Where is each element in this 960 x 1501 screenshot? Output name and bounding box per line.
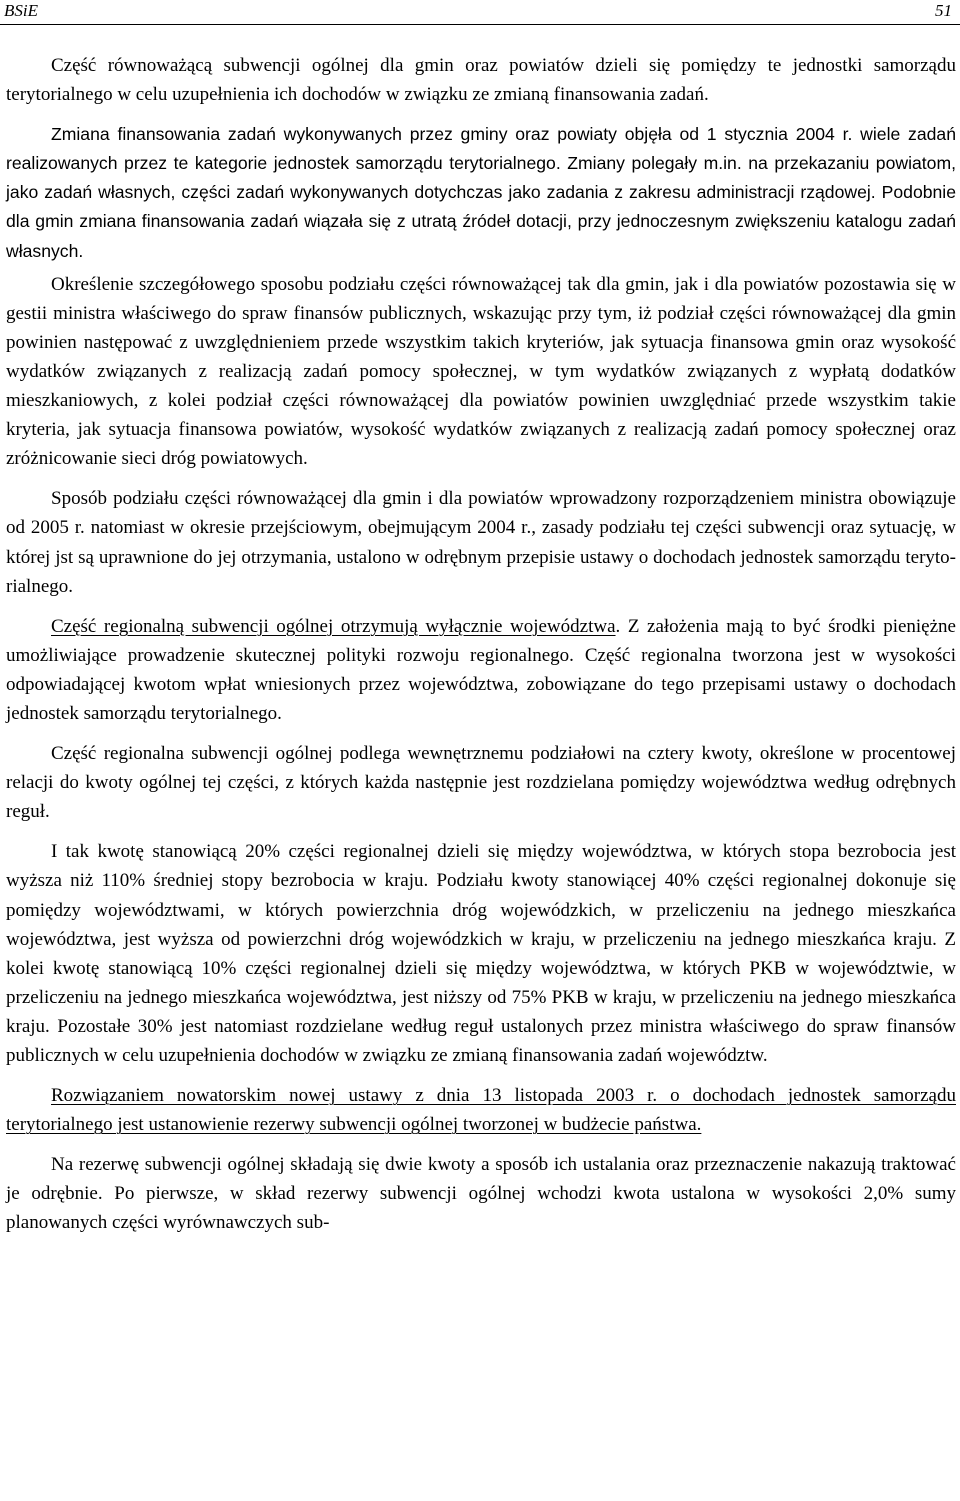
article-body: [6, 51, 956, 1249]
running-header: [0, 0, 960, 25]
paragraph-text: Zmiana finansowania zadań wykonywanych przez gminy oraz powiaty objęła od 1 stycznia 2004 r. wiele zadań realizowanych przez te kategorie jednostek samorządu terytorialnego. Zmiany polegały m.in. na przekazaniu powiatom, jako zadań własnych, części zadań wykonywanych dotychczas jako zadania z zakresu administracji rządowej.: [6, 124, 956, 203]
paragraph-text: Część regionalna subwencji ogólnej podlega wewnętrznemu podziałowi na cztery kwoty, określone w procentowej relacji do kwoty ogólnej tej części, z których każda następnie jest rozdzielana pomiędzy województwa według odrębnych reguł.: [6, 743, 956, 823]
paragraph-text: Część równoważącą subwencji ogólnej dla gmin oraz powiatów dzieli się pomiędzy te jednostki samorządu terytorialnego w celu uzupełnienia ich dochodów w związku ze zmianą finansowania zadań.: [6, 55, 956, 106]
paragraph: [6, 120, 956, 265]
paragraph: [6, 837, 956, 1070]
paragraph-text: I tak kwotę stanowiącą 20% części regionalnej dzieli się między województwa, w których stopa bezrobocia jest wyższa niż 110% średniej stopy bezrobocia w kraju. Podziału kwoty stanowiącej 40% części regionalnej dokonuje się pomiędzy województwami, w których powierzchnia dróg wojewódzkich, w przeliczeniu na jednego mieszkańca województwa, jest wyższa od powierzchni dróg wojewódzkich w kraju, w przeliczeniu na jednego mieszkańca kraju. Z kolei kwotę stanowiącą 10% części regionalnej dzieli się między województwa, w których PKB w województwie, w przeliczeniu na jednego mieszkańca województwa, jest niższy od 75% PKB w kraju, w przeliczeniu na jednego mieszkańca kraju. Pozostałe 30% jest natomiast rozdzielane według reguł ustalonych przez ministra właściwego do spraw finansów publicznych w celu uzupełnienia dochodów w związku ze zmianą finansowania zadań województw.: [6, 841, 956, 1066]
paragraph: [6, 1150, 956, 1237]
underlined-text: Część regionalną subwencji ogólnej otrzymują wyłącznie województwa: [51, 615, 616, 637]
paragraph: [6, 612, 956, 728]
underlined-text: Rozwiązaniem nowatorskim nowej ustawy z dnia 13 listopada 2003 r. o dochodach jednostek samorządu terytorialnego jest ustanowienie rezerwy subwencji ogólnej tworzonej w budżecie państwa.: [6, 1085, 956, 1136]
page-number: 51: [935, 1, 952, 20]
paragraph-text: Określenie szczegółowego sposobu podziału części równoważącej tak dla gmin, jak i dla powiatów pozostawia się w gestii ministra właściwego do spraw finansów publicznych, wskazując przy tym, iż podział części równoważącej dla gmin powinien następować z uwzględnieniem przede wszystkim takich kryteriów, jak sytuacja finansowa gmin oraz wysokość wydatków związanych z realizacją zadań pomocy społecznej, w tym wydatków związanych z wypłatą dodatków mieszkaniowych, z kolei podział części równoważącej dla powiatów powinien uwzględniać przede wszystkim takie kryteria, jak sytuacja finansowa powiatów, wysokość wydatków związanych z realizacją zadań pomocy społecznej oraz zróżnicowanie sieci dróg powiatowych.: [6, 273, 956, 470]
paragraph-text: Sposób podziału części równoważącej dla gmin i dla powiatów wprowadzony rozporządzeniem ministra obowiązuje od 2005 r. natomiast w okresie przejściowym, obejmującym 2004 r., zasady podziału tej części subwencji oraz sytuację, w której jst są uprawnione do jej otrzymania, ustalono w odrębnym przepisie ustawy o dochodach jednostek samorządu terytorialnego.: [6, 488, 956, 597]
paragraph-text: . Z założenia mają to być środki pieniężne umożliwiające prowadzenie skutecznej polityki rozwoju regionalnego. Część regionalna tworzona jest w wysokości odpowiadającej kwotom wpłat wniesionych przez województwa, zobowiązane do tego przepisami ustawy o dochodach jednostek samorządu terytorialnego.: [6, 615, 956, 724]
paragraph: [6, 739, 956, 826]
journal-abbreviation: BSiE: [4, 1, 38, 20]
paragraph-text: Na rezerwę subwencji ogólnej składają się dwie kwoty a sposób ich ustalania oraz przeznaczenie nakazują traktować je odrębnie. Po pierwsze, w skład rezerwy subwencji ogólnej wchodzi kwota ustalona w wysokości 2,0% sumy planowanych części wyrównawczych sub-: [6, 1154, 956, 1234]
paragraph-text: Podobnie dla gmin zmiana finansowania zadań wiązała się z utratą źródeł dotacji, przy jednoczesnym zwiększeniu katalogu zadań własnych.: [6, 182, 956, 261]
paragraph: [6, 484, 956, 600]
paragraph: [6, 270, 956, 474]
paragraph: [6, 51, 956, 109]
paragraph: [6, 1081, 956, 1139]
